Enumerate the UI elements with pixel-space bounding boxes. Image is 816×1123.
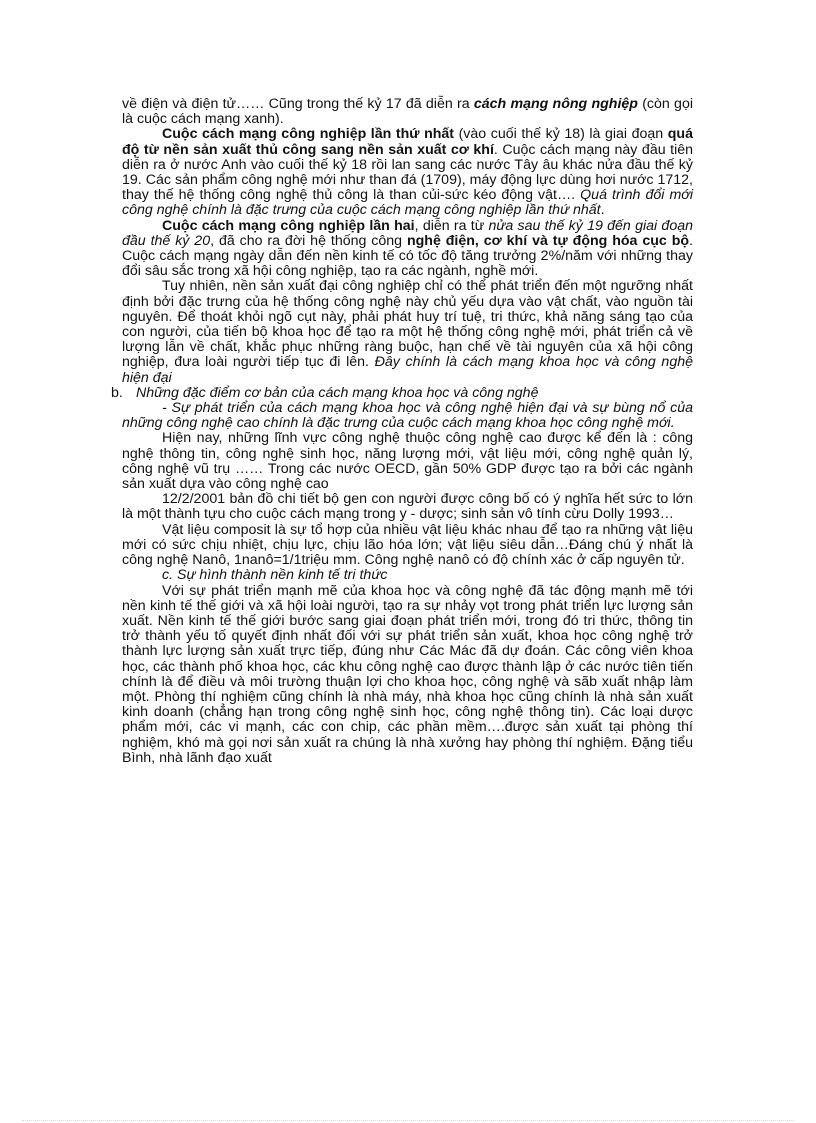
emphasis-text: cách mạng nông nghiệp bbox=[473, 96, 638, 112]
page-bottom-border bbox=[22, 1120, 794, 1121]
italic-text: Quá trình đổi mới công nghệ chính là đặc trưng của cuộc cách mạng công nghiệp lần thứ nhất bbox=[122, 187, 693, 219]
text-span: (vào cuối thế kỷ 18) là giai đoạn bbox=[454, 126, 668, 143]
text-span: Với sự phát triển mạnh mẽ của khoa học và công nghệ đã tác động mạnh mẽ tới nền kinh tế thế giới và xã hội loài người, tạo ra sự nhảy vọt trong phát triển lực lượng sản xuất. Nền kinh tế thế giới bước sang giai đoạn phát triển mới, trong đó tri thức, thông tin trở thành yếu tố quyết định nhất đối với sự phát triển sản xuất, khoa học công nghệ trở thành lực lượng sản xuất trực tiếp, đúng như Các Mác đã dự đoán. Các công viên khoa học, các thành phố khoa học, các khu công nghệ cao được thành lập ở các nước tiên tiến chính là để điều và môi trường thuận lợi cho khoa học, công nghệ và sãb xuất nhập làm một. Phòng thí nghiệm cũng chính là nhà máy, nhà khoa học cũng chính là nhà sản xuất kinh doanh (chẳng hạn trong công nghệ sinh học, công nghệ thông tin). Các loại dược phẩm mới, các vi mạnh, các con chip, các phần mềm….được sản xuất tại phòng thí nghiệm, khó mà gọi nơi sản xuất ra chúng là nhà xưởng hay phòng thí nghiệm. Đặng tiểu Bình, nhà lãnh đạo xuất bbox=[122, 582, 693, 766]
section-heading-text: c. Sự hình thành nền kinh tế tri thức bbox=[162, 567, 388, 584]
bold-heading-text: Cuộc cách mạng công nghiệp lần thứ nhất bbox=[162, 126, 455, 143]
italic-text: Đây chính là cách mạng khoa học và công nghệ hiện đại bbox=[122, 354, 693, 386]
paragraph-5 bbox=[122, 401, 693, 431]
text-span: Vật liệu composit là sự tổ hợp của nhiều vật liệu khác nhau để tạo ra những vật liệu mới có sức chịu nhiệt, chịu lực, chịu lão hóa lớn; vật liệu siêu dẫn…Đáng chú ý nhất là công nghệ Nanô, 1nanô=1/1triệu mm. Công nghệ nanô có độ chính xác ở cấp nguyên tử. bbox=[122, 521, 693, 569]
paragraph-1 bbox=[122, 97, 693, 127]
italic-text: nửa sau thế kỷ 19 đến giai đoạn đầu thế kỷ 20 bbox=[122, 217, 693, 249]
document-page bbox=[111, 96, 693, 766]
text-span: về điện và điện tử…… Cũng trong thế kỷ 17 đã diễn ra bbox=[122, 96, 474, 112]
paragraph-7 bbox=[122, 492, 693, 522]
text-span: . Cuộc cách mạng này đầu tiên diễn ra ở nước Anh vào cuối thế kỷ 18 rồi lan sang các nước Tây âu khác nửa đầu thế kỷ 19. Các sản phẩm công nghệ mới như than đá (1709), máy động lực dùng hơi nước 1712, thay thế hệ thống công nghệ thủ công là than củi-sức kéo động vật…. bbox=[122, 141, 693, 204]
section-heading-text: Những đặc điểm cơ bản của cách mạng khoa học và công nghệ bbox=[136, 384, 539, 401]
paragraph-2 bbox=[122, 127, 693, 218]
section-heading-b bbox=[111, 384, 693, 401]
text-span: (còn gọi là cuộc cách mạng xanh). bbox=[122, 96, 693, 128]
italic-text: - Sự phát triển của cách mạng khoa học và công nghệ hiện đại và sự bùng nổ của những công nghệ cao chính là đặc trưng của cuộc cách mạng khoa học công nghệ mới. bbox=[122, 400, 693, 432]
text-span: Tuy nhiên, nền sản xuất đại công nghiệp chỉ có thể phát triển đến một ngưỡng nhất định bởi đặc trưng của hệ thống công nghệ này chủ yếu dựa vào vật chất, vào nguồn tài nguyên. Để thoát khỏi ngõ cụt này, phải phát huy trí tuệ, tri thức, khả năng sáng tạo của con người, của tiến bộ khoa học để tạo ra một hệ thống công nghệ mới, phát triển cả về lượng lẫn về chất, khắc phục những ràng buộc, hạn chế về tài nguyên của xã hội công nghiệp, đưa loài người tiếp tục đi lên. bbox=[122, 278, 693, 371]
paragraph-6 bbox=[122, 431, 693, 492]
paragraph-4 bbox=[122, 279, 693, 385]
text-span: , diễn ra từ bbox=[414, 217, 489, 234]
section-marker: b. bbox=[111, 384, 123, 401]
paragraph-9 bbox=[122, 584, 693, 766]
bold-text: quá độ từ nền sản xuất thủ công sang nền sản xuất cơ khí bbox=[122, 126, 693, 158]
paragraph-8 bbox=[122, 523, 693, 569]
text-span: . Cuộc cách mạng ngày dẫn đến nền kinh tế có tốc độ tăng trưởng 2%/năm với những thay đổi sâu sắc trong xã hội công nghiệp, tạo ra các ngành, nghề mới. bbox=[122, 232, 693, 280]
text-span: 12/2/2001 bản đồ chi tiết bộ gen con người được công bố có ý nghĩa hết sức to lớn là một thành tựu cho cuộc cách mạng trong y - dược; sinh sản vô tính cừu Dolly 1993… bbox=[122, 491, 693, 523]
bold-text: nghệ điện, cơ khí và tự động hóa cục bộ bbox=[406, 232, 690, 249]
text-span: , đã cho ra đời hệ thống công bbox=[210, 232, 407, 249]
section-heading-c bbox=[122, 568, 693, 583]
paragraph-3 bbox=[122, 219, 693, 280]
text-span: Hiện nay, những lĩnh vực công nghệ thuộc công nghệ cao được kể đến là : công nghệ thông tin, công nghệ sinh học, năng lượng mới, vật liệu mới, công nghệ quản lý, công nghệ vũ trụ …… Trong các nước OECD, gần 50% GDP được tạo ra bởi các ngành sản xuất dựa vào công nghệ cao bbox=[122, 430, 693, 493]
text-span: . bbox=[600, 202, 605, 219]
bold-heading-text: Cuộc cách mạng công nghiệp lần hai bbox=[162, 217, 415, 234]
